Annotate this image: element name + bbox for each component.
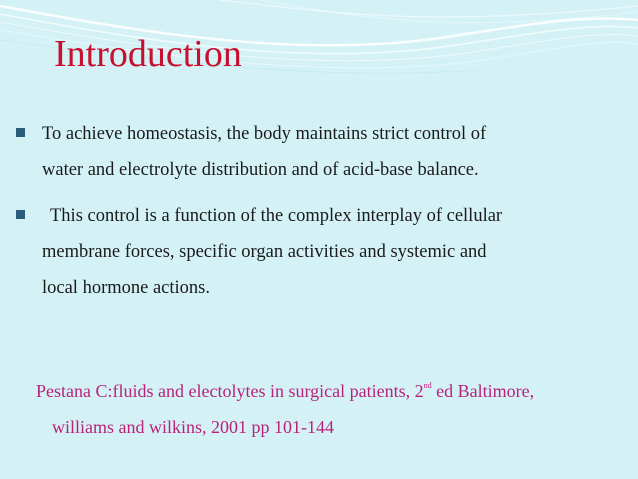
bullet-item	[42, 198, 602, 306]
bullet-line: membrane forces, specific organ activities and systemic and	[42, 242, 487, 262]
bullet-line: water and electrolyte distribution and of acid-base balance.	[42, 160, 479, 180]
reference-superscript: nd	[423, 381, 432, 390]
square-bullet-icon	[16, 128, 25, 137]
square-bullet-icon	[16, 210, 25, 219]
reference-text: ed Baltimore,	[431, 381, 535, 401]
bullet-item	[42, 116, 602, 188]
reference-citation	[36, 368, 616, 445]
bullet-line: local hormone actions.	[42, 278, 210, 298]
reference-line: williams and wilkins, 2001 pp 101-144	[52, 417, 334, 437]
slide-title: Introduction	[54, 33, 242, 75]
bullet-line: This control is a function of the complex interplay of cellular	[50, 206, 503, 226]
reference-text: Pestana C:fluids and electolytes in surgical patients, 2	[36, 381, 424, 401]
bullet-line: To achieve homeostasis, the body maintains strict control of	[42, 124, 487, 144]
